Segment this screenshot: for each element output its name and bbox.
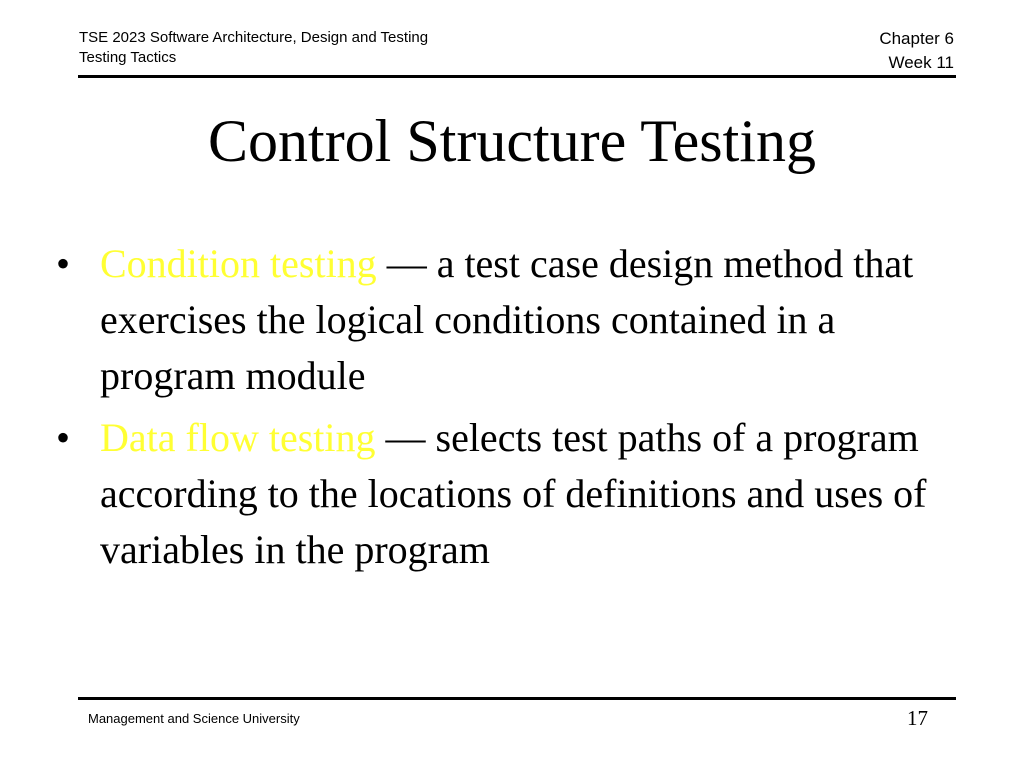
header-chapter-info bbox=[879, 27, 954, 75]
footer-institution: Management and Science University bbox=[88, 711, 300, 726]
header-week: Week 11 bbox=[888, 53, 954, 72]
header-course-title: TSE 2023 Software Architecture, Design and Testing bbox=[79, 29, 429, 46]
bullet-term: Condition testing bbox=[100, 241, 377, 286]
bullet-term: Data flow testing bbox=[100, 415, 376, 460]
footer-divider bbox=[78, 697, 956, 700]
header-divider bbox=[78, 75, 956, 78]
header-chapter: Chapter 6 bbox=[879, 29, 954, 48]
bullet-marker: • bbox=[56, 415, 71, 460]
bullet-item-data-flow-testing bbox=[56, 410, 966, 578]
bullet-text: — a test case design method that exercises the logical conditions contained in a program module bbox=[100, 241, 914, 398]
slide-title: Control Structure Testing bbox=[208, 108, 816, 174]
bullet-item-condition-testing bbox=[56, 236, 966, 404]
header-topic: Testing Tactics bbox=[79, 49, 177, 66]
page-number: 17 bbox=[907, 706, 928, 730]
bullet-marker: • bbox=[56, 241, 71, 286]
bullet-text: — selects test paths of a program according to the locations of definitions and uses of variables in the program bbox=[100, 415, 927, 572]
header-course-info bbox=[79, 28, 428, 68]
bullet-list bbox=[56, 236, 966, 584]
